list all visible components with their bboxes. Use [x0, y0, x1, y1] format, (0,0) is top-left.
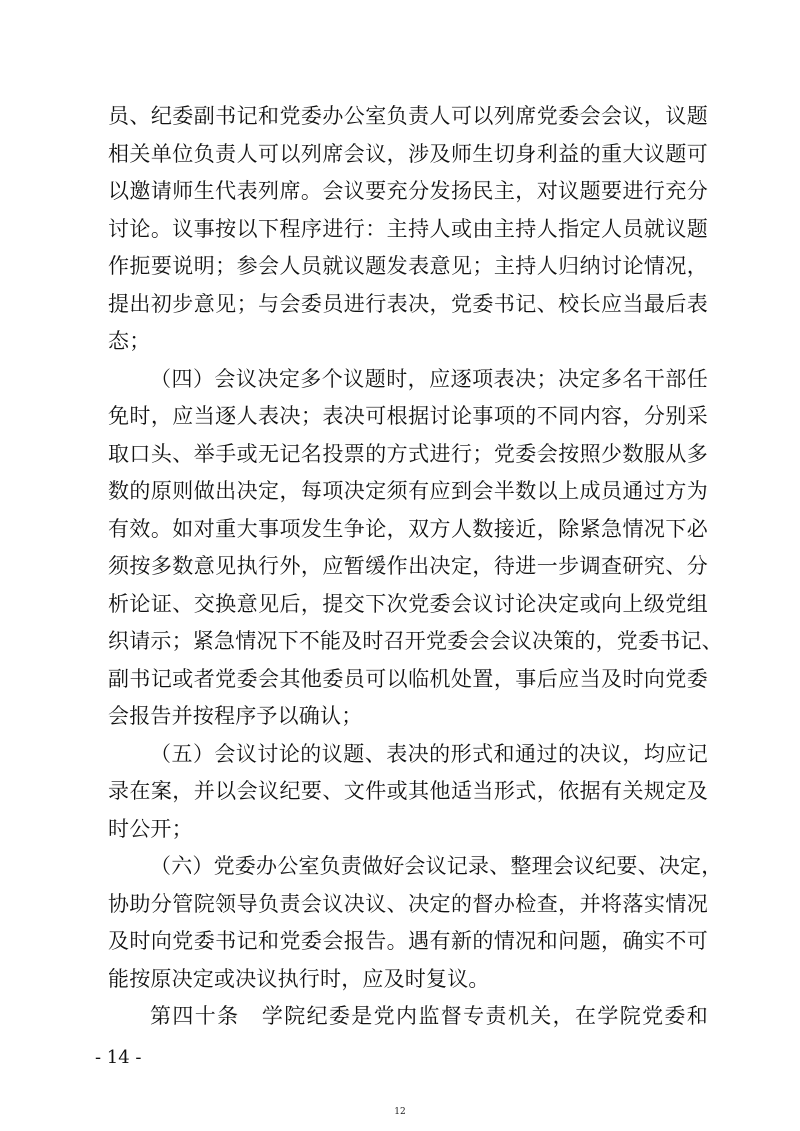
text-line: 以邀请师生代表列席。会议要充分发扬民主，对议题要进行充分: [108, 179, 708, 203]
article-forty-line: 第四十条 学院纪委是党内监督专责机关，在学院党委和: [150, 1004, 708, 1028]
body-text: [108, 98, 723, 1036]
text-line: 数的原则做出决定，每项决定须有应到会半数以上成员通过方为: [108, 479, 708, 503]
text-line: 及时向党委书记和党委会报告。遇有新的情况和问题，确实不可: [108, 929, 708, 953]
text-line: 免时，应当逐人表决；表决可根据讨论事项的不同内容，分别采: [108, 404, 708, 428]
text-line: 协助分管院领导负责会议决议、决定的督办检查，并将落实情况: [108, 891, 708, 916]
text-line: 时公开；: [108, 816, 193, 841]
footer-page-number: 12: [394, 1107, 406, 1117]
text-line: 能按原决定或决议执行时，应及时复议。: [108, 966, 490, 991]
paragraph-five-line: （五）会议讨论的议题、表决的形式和通过的决议，均应记: [150, 741, 708, 766]
text-line: 取口头、举手或无记名投票的方式进行；党委会按照少数服从多: [108, 441, 708, 466]
text-line: 会报告并按程序予以确认；: [108, 704, 363, 728]
page-number: - 14 -: [95, 1047, 142, 1068]
text-line: 相关单位负责人可以列席会议，涉及师生切身利益的重大议题可: [108, 141, 708, 166]
text-line: 织请示；紧急情况下不能及时召开党委会会议决策的，党委书记、: [108, 629, 723, 653]
text-line: 析论证、交换意见后，提交下次党委会议讨论决定或向上级党组: [108, 591, 708, 616]
text-line: 讨论。议事按以下程序进行：主持人或由主持人指定人员就议题: [108, 216, 708, 241]
text-line: 作扼要说明；参会人员就议题发表意见；主持人归纳讨论情况，: [108, 254, 708, 278]
text-line: 须按多数意见执行外，应暂缓作出决定，待进一步调查研究、分: [108, 554, 708, 578]
text-line: 有效。如对重大事项发生争论，双方人数接近，除紧急情况下必: [108, 516, 708, 541]
text-line: 副书记或者党委会其他委员可以临机处置，事后应当及时向党委: [108, 666, 708, 691]
paragraph-four-line: （四）会议决定多个议题时，应逐项表决；决定多名干部任: [150, 366, 708, 391]
paragraph-six-line: （六）党委办公室负责做好会议记录、整理会议纪要、决定，: [150, 854, 723, 878]
text-line: 录在案，并以会议纪要、文件或其他适当形式，依据有关规定及: [108, 779, 708, 803]
text-line: 态；: [108, 329, 151, 353]
text-line: 员、纪委副书记和党委办公室负责人可以列席党委会会议，议题: [108, 104, 708, 128]
text-line: 提出初步意见；与会委员进行表决，党委书记、校长应当最后表: [108, 291, 708, 316]
